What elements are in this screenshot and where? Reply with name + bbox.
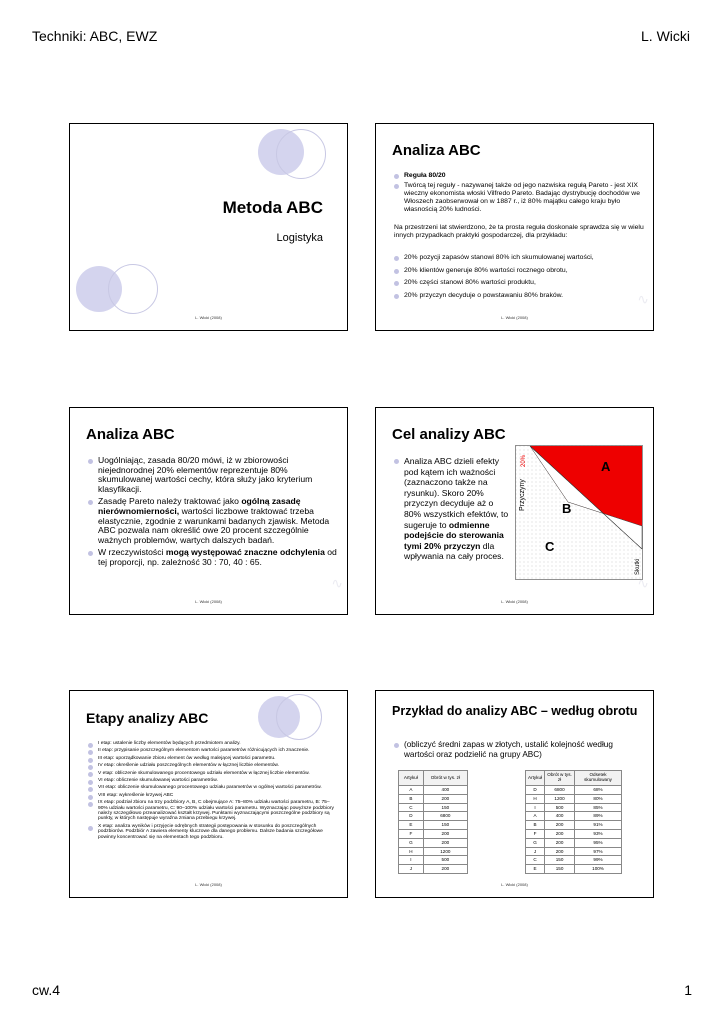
table-row — [526, 786, 622, 795]
slide-analiza-abc-1 — [375, 123, 654, 331]
page-header-author: L. Wicki — [641, 28, 690, 44]
table-row — [526, 865, 622, 874]
table-cell: E — [399, 821, 424, 830]
slide-title: Przykład do analizy ABC – według obrotu — [392, 704, 638, 718]
table-cell: 500 — [545, 803, 575, 812]
table-cell: 150 — [423, 803, 467, 812]
table-row — [399, 812, 468, 821]
table-cell: C — [526, 856, 545, 865]
table-cell: 1200 — [423, 847, 467, 856]
table-header: Artykuł — [526, 771, 545, 786]
table-cell: 80% — [575, 794, 622, 803]
slide-etapy-analizy-abc — [69, 690, 348, 898]
list-item: W rzeczywistości mogą występować znaczne odchylenia od tej proporcji, np. zależność 30 : 70, 40 : 65. — [88, 548, 338, 567]
table-cell: G — [399, 838, 424, 847]
decorative-swirl-icon: ∿ — [637, 575, 649, 591]
table-cell: 400 — [423, 786, 467, 795]
label-80-percent: 80% — [631, 482, 637, 495]
slide-title: Analiza ABC — [392, 142, 481, 159]
table-cell: 150 — [545, 865, 575, 874]
table-cell: 6800 — [545, 786, 575, 795]
list-item: III etap: uporządkowanie zbioru element ów według malejącej wartości parametru. — [88, 756, 338, 761]
slide-credit: L. Wicki (2008) — [195, 599, 222, 604]
table-row — [526, 838, 622, 847]
slide-title: Analiza ABC — [86, 426, 175, 443]
slide-przyklad-abc — [375, 690, 654, 898]
table-cell: 200 — [545, 829, 575, 838]
list-item: VI etap: obliczenie skumulowanej wartości parametrów. — [88, 778, 338, 783]
table-row — [399, 838, 468, 847]
label-causes: Przyczyny — [519, 479, 526, 511]
table-header: Obrót w tys. zł — [423, 771, 467, 786]
table-row — [399, 803, 468, 812]
list-item: IX etap: podział zbioru na trzy podzbiory A, B, C obejmujące A: 75–80% udziału wartości parametru, B: 75–90% udziału wartości parametru, C: 90–100% udziału wartości parametru. Wyznaczając powyższe podzbiory należy szczegółowo przeanalizować kształt krzywej. Punktami wyznaczającymi poszczególne podzbiory są punkty, w których następuje wyraźna zmiana przebiegu krzywej. — [88, 800, 338, 822]
table-row — [526, 856, 622, 865]
table-cell: 200 — [423, 794, 467, 803]
slide-metoda-abc — [69, 123, 348, 331]
table-row — [526, 821, 622, 830]
list-item: 20% pozycji zapasów stanowi 80% ich skumulowanej wartości, — [394, 254, 644, 262]
page-header-title: Techniki: ABC, EWZ — [32, 28, 158, 44]
table-cell: 200 — [545, 838, 575, 847]
list-item: IV etap: określenie udziału poszczególnych elementów w łącznej liczbie elementów. — [88, 763, 338, 768]
page-number: 1 — [684, 982, 692, 998]
table-cell: I — [399, 856, 424, 865]
intro-text: Na przestrzeni lat stwierdzono, że ta prosta reguła doskonale sprawdza się w wielu innych przypadkach praktyki gospodarczej, dla przykładu: — [394, 224, 644, 239]
table-cell: 150 — [545, 856, 575, 865]
table-cell: 500 — [423, 856, 467, 865]
slide-analiza-abc-2 — [69, 407, 348, 615]
table-cell: 200 — [423, 829, 467, 838]
list-item: Uogólniając, zasada 80/20 mówi, iż w zbiorowości niejednorodnej 20% elementów reprezentuje 80% skumulowanej wartości cechy, która służy jako kryterium klasyfikacji. — [88, 456, 338, 494]
table-cell: D — [399, 812, 424, 821]
table-cell: 91% — [575, 821, 622, 830]
slide-credit: L. Wicki (2008) — [195, 315, 222, 320]
label-20-percent: 20% — [521, 454, 527, 467]
list-item: Analiza ABC dzieli efekty pod kątem ich ważności (zaznaczono także na rysunku). Skoro 20% przyczyn decyduje aż o 80% wszystkich efektów, to sugeruje to odmienne podejście do sterowania tymi 20% przyczyn dla wpływania na cały proces. — [394, 456, 509, 562]
list-item: 20% części stanowi 80% wartości produktu, — [394, 279, 644, 287]
table-row — [399, 847, 468, 856]
rule-text: Twórcą tej reguły - nazywanej także od jego nazwiska regułą Pareto - jest XIX wieczny ekonomista włoski Vilfredo Pareto. Badając dystrybucję dochodów we Włoszech zaobserwował on w 1887 r., iż 80% majątku całego kraju było własnością 20% ludności. — [394, 182, 642, 214]
table-cell: 200 — [423, 838, 467, 847]
slide-title: Metoda ABC — [222, 198, 323, 217]
table-cell: B — [399, 794, 424, 803]
table-cell: 400 — [545, 812, 575, 821]
table-cell: 97% — [575, 847, 622, 856]
decorative-swirl-icon: ∿ — [331, 575, 343, 591]
table-row — [526, 794, 622, 803]
examples-list — [394, 254, 644, 300]
label-effects: Skutki — [635, 558, 641, 575]
table-cell: 200 — [545, 847, 575, 856]
slide-credit: L. Wicki (2008) — [195, 882, 222, 887]
data-table-source — [398, 770, 468, 874]
table-header: Obrót w tys. zł — [545, 771, 575, 786]
table-cell: 95% — [575, 838, 622, 847]
table-cell: 68% — [575, 786, 622, 795]
table-cell: 100% — [575, 865, 622, 874]
bullet-list — [394, 456, 509, 562]
table-header: Odsetek skumulowany — [575, 771, 622, 786]
table-cell: 99% — [575, 856, 622, 865]
table-row — [399, 856, 468, 865]
table-cell: 1200 — [545, 794, 575, 803]
abc-diagram — [515, 445, 643, 580]
decorative-circle — [276, 129, 326, 179]
table-row — [399, 865, 468, 874]
list-item: I etap: ustalenie liczby elementów będących przedmiotem analizy. — [88, 741, 338, 746]
slide-credit: L. Wicki (2008) — [501, 315, 528, 320]
rule-list — [394, 172, 642, 214]
table-cell: C — [399, 803, 424, 812]
slide-cel-analizy-abc — [375, 407, 654, 615]
list-item: Zasadę Pareto należy traktować jako ogólną zasadę nierównomierności, wartości liczbowe traktować trzeba elastycznie, zgodnie z warunkami badanych zjawisk. Metoda ABC pozwala nam określić owe 20 procent szczególnie ważnych problemów, wartych dalszych badań. — [88, 497, 338, 545]
zone-label-b: B — [562, 501, 572, 516]
table-cell: H — [399, 847, 424, 856]
table-cell: D — [526, 786, 545, 795]
list-item: VII etap: obliczenie skumulowanego procentowego udziału parametrów w ogólnej wartości parametrów. — [88, 785, 338, 790]
table-cell: F — [526, 829, 545, 838]
list-item: (obliczyć średni zapas w złotych, ustalić kolejność według wartości oraz podzielić na grupy ABC) — [394, 740, 644, 760]
table-cell: 89% — [575, 812, 622, 821]
slide-subtitle: Logistyka — [276, 232, 323, 244]
table-cell: G — [526, 838, 545, 847]
slide-title: Cel analizy ABC — [392, 426, 506, 443]
list-item: V etap: obliczenie skumulowanego procentowego udziału elementów w łącznej liczbie elementów. — [88, 771, 338, 776]
table-cell: H — [526, 794, 545, 803]
table-row — [526, 812, 622, 821]
zone-label-c: C — [545, 539, 555, 554]
table-cell: 150 — [423, 821, 467, 830]
list-item: 20% klientów generuje 80% wartości rocznego obrotu, — [394, 267, 644, 275]
table-row — [399, 829, 468, 838]
table-cell: 6800 — [423, 812, 467, 821]
slide-credit: L. Wicki (2008) — [501, 882, 528, 887]
data-table-sorted — [525, 770, 622, 874]
table-cell: 85% — [575, 803, 622, 812]
table-row — [526, 847, 622, 856]
table-cell: F — [399, 829, 424, 838]
table-row — [526, 829, 622, 838]
table-row — [399, 794, 468, 803]
table-cell: 93% — [575, 829, 622, 838]
decorative-circle — [108, 264, 158, 314]
list-item: X etap: analiza wyników i przyjęcie odrębnych strategii postępowania w stosunku do poszczególnych podzbiorów. Podzbiór A zawiera elementy kluczowe dla danego problemu. Dalsze badania szczegółowe powinny koncentrować się na elementach tego podzbioru. — [88, 824, 338, 840]
page-footer-label: cw.4 — [32, 982, 61, 998]
list-item: II etap: przypisanie poszczególnym elementom wartości parametrów różnicujących ich znaczenie. — [88, 748, 338, 753]
table-cell: 200 — [423, 865, 467, 874]
zone-label-a: A — [601, 459, 611, 474]
rule-title: Reguła 80/20 — [394, 172, 642, 180]
table-row — [399, 821, 468, 830]
table-cell: A — [399, 786, 424, 795]
table-row — [399, 786, 468, 795]
bullet-list — [394, 740, 644, 760]
table-cell: B — [526, 821, 545, 830]
slide-credit: L. Wicki (2008) — [501, 599, 528, 604]
table-cell: I — [526, 803, 545, 812]
list-item: VIII etap: wykreślenie krzywej ABC — [88, 793, 338, 798]
table-cell: E — [526, 865, 545, 874]
bullet-list — [88, 456, 338, 568]
list-item: 20% przyczyn decyduje o powstawaniu 80% braków. — [394, 292, 644, 300]
decorative-circle — [276, 694, 322, 740]
table-header: Artykuł — [399, 771, 424, 786]
slide-title: Etapy analizy ABC — [86, 710, 209, 726]
steps-list — [88, 741, 338, 840]
table-cell: J — [526, 847, 545, 856]
table-cell: J — [399, 865, 424, 874]
table-row — [526, 803, 622, 812]
decorative-swirl-icon: ∿ — [637, 291, 649, 307]
table-cell: 200 — [545, 821, 575, 830]
table-cell: A — [526, 812, 545, 821]
